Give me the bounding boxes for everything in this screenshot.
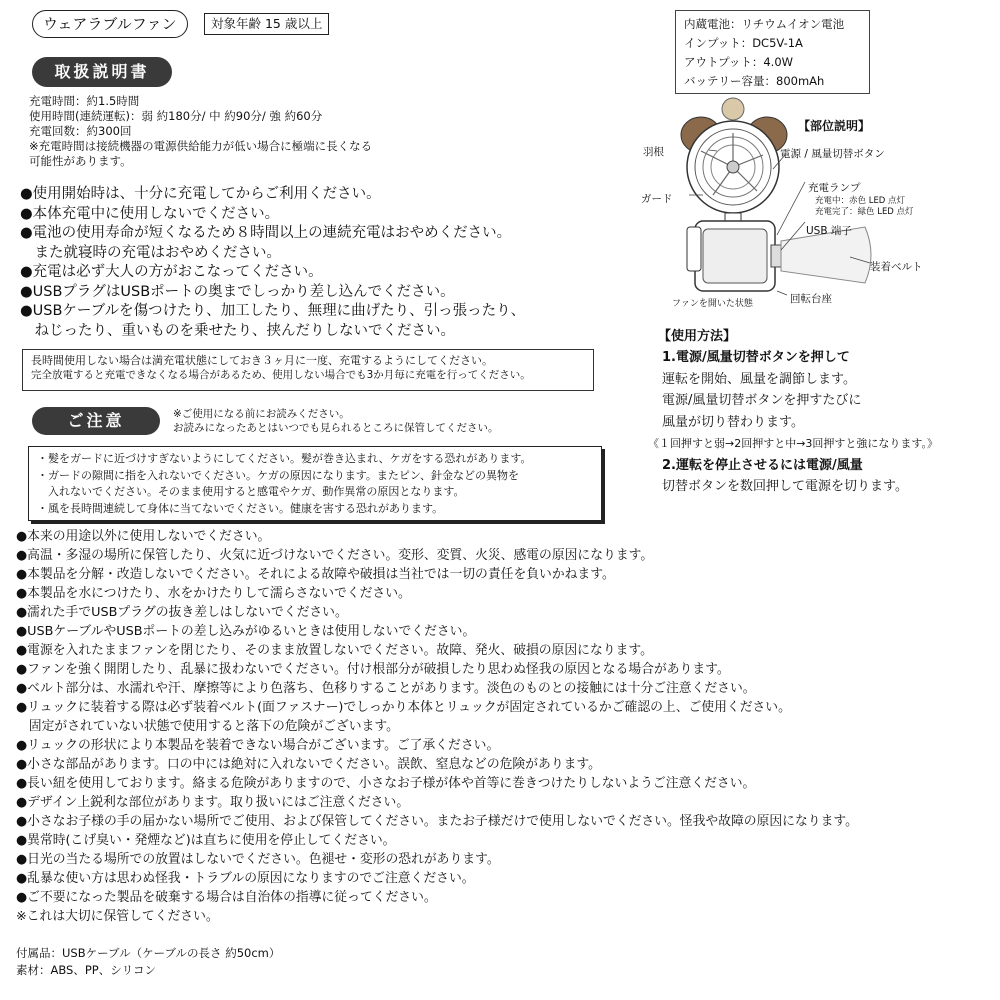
caution-bullet: ●ベルト部分は、水濡れや汗、摩擦等により色落ち、色移りすることがあります。淡色のものとの接触には十分ご注意ください。: [16, 681, 756, 696]
label-base: 回転台座: [790, 293, 832, 305]
caution-bullet: ●リュックの形状により本製品を装着できない場合がございます。ご了承ください。: [16, 738, 500, 753]
manual-info: [29, 94, 372, 169]
spec-box: [675, 10, 870, 94]
label-guard: ガード: [641, 193, 673, 205]
usage-time: 使用時間(連続運転)：弱 約180分/ 中 約90分/ 強 約60分: [29, 109, 323, 123]
product-title: ウェアラブルファン: [32, 10, 188, 38]
manual-bullet: ●使用開始時は、十分に充電してからご利用ください。: [20, 186, 381, 202]
manual-bullet: ねじったり、重いものを乗せたり、挟んだりしないでください。: [20, 322, 455, 339]
parts-heading: 【部位説明】: [798, 119, 871, 133]
manual-bullet: ●USBケーブルを傷つけたり、加工したり、無理に曲げたり、引っ張ったり、: [20, 303, 526, 319]
manual-bullet: ●本体充電中に使用しないでください。: [20, 205, 280, 222]
subnote-line: お読みになったあとはいつでも見られるところに保管してください。: [173, 422, 499, 434]
caution-bullet: ●濡れた手でUSBプラグの抜き差しはしないでください。: [16, 605, 348, 620]
usage-heading: 【使用方法】: [658, 329, 737, 344]
warning-line: 入れないでください。そのまま使用すると感電やケガ、動作異常の原因となります。: [37, 485, 465, 498]
warning-line: ・ガードの隙間に指を入れないでください。ケガの原因になります。またピン、針金などの異物を: [37, 468, 520, 482]
caution-bullet: ●本来の用途以外に使用しないでください。: [16, 529, 271, 544]
caution-bullet: ●本製品を分解・改造しないでください。それによる故障や破損は当社では一切の責任を負いかねます。: [16, 567, 615, 582]
label-power-button: 電源 / 風量切替ボタン: [780, 148, 885, 160]
caution-bullet: 固定がされていない状態で使用すると落下の危険がございます。: [16, 719, 399, 734]
fan-head: [687, 121, 779, 213]
usage-step: 1.電源/風量切替ボタンを押して: [662, 350, 850, 365]
caution-bullet: ●高温・多湿の場所に保管したり、火気に近づけないでください。変形、変質、火災、感電の原因になります。: [16, 548, 654, 563]
spec-output: アウトプット：4.0W: [684, 55, 794, 69]
caution-bullet: ●乱暴な使い方は思わぬ怪我・トラブルの原因になりますのでご注意ください。: [16, 871, 475, 886]
caution-subnote: [173, 407, 499, 435]
usage-step: 切替ボタンを数回押して電源を切ります。: [662, 479, 908, 494]
spec-input: インプット：DC5V-1A: [684, 36, 803, 50]
caution-bullet: ●USBケーブルやUSBポートの差し込みがゆるいときは使用しないでください。: [16, 624, 476, 639]
keep-notice: ※これは大切に保管してください。: [16, 909, 219, 924]
warning-line: ・風を長時間連続して身体に当てないでください。健康を害する恐れがあります。: [37, 501, 444, 515]
label-lamp-done: 充電完了：緑色 LED 点灯: [815, 207, 914, 217]
label-usb-port: USB 端子: [806, 225, 852, 237]
caution-bullet: ●デザイン上鋭利な部位があります。取り扱いにはご注意ください。: [16, 795, 410, 810]
caution-heading: ご注意: [32, 407, 160, 435]
caution-bullet: ●リュックに装着する際は必ず装着ベルト(面ファスナー)でしっかり本体とリュックが固定されているかご確認の上、ご使用ください。: [16, 700, 791, 715]
note-line: 長時間使用しない場合は満充電状態にしておき３ヶ月に一度、充電するようにしてください。: [31, 354, 493, 367]
usage-step: 風量が切り替わります。: [662, 414, 804, 430]
accessory-cable: 付属品：USBケーブル（ケーブルの長さ 約50cm）: [16, 946, 281, 960]
fan-base: [687, 221, 781, 291]
charge-time: 充電時間：約1.5時間: [29, 94, 140, 108]
subnote-line: ※ご使用になる前にお読みください。: [173, 408, 350, 420]
caution-bullet: ●ご不要になった製品を破棄する場合は自治体の指導に従ってください。: [16, 890, 437, 905]
caution-bullet: ●異常時(こげ臭い・発煙など)は直ちに使用を停止してください。: [16, 833, 396, 848]
caution-bullets: [16, 527, 996, 926]
manual-bullet: ●USBプラグはUSBポートの奥までしっかり差し込んでください。: [20, 283, 455, 300]
caution-bullet: ●ファンを強く開閉したり、乱暴に扱わないでください。付け根部分が破損したり思わぬ怪我の原因となる場合があります。: [16, 662, 730, 677]
caution-bullet: ●電源を入れたままファンを閉じたり、そのまま放置しないでください。故障、発火、破損の原因になります。: [16, 643, 653, 658]
manual-bullet: ●充電は必ず大人の方がおこなってください。: [20, 264, 323, 280]
material: 素材：ABS、PP、シリコン: [16, 963, 156, 977]
warning-line: ・髪をガードに近づけすぎないようにしてください。髪が巻き込まれ、ケガをする恐れがあります。: [37, 452, 532, 465]
charge-note-cont: 可能性があります。: [29, 154, 132, 168]
manual-heading: 取扱説明書: [32, 57, 172, 87]
spec-capacity: バッテリー容量：800mAh: [684, 74, 825, 88]
label-open-state: ファンを開いた状態: [672, 299, 753, 309]
caution-bullet: ●小さな部品があります。口の中には絶対に入れないでください。誤飲、窒息などの危険があります。: [16, 757, 601, 772]
age-notice: 対象年齢 15 歳以上: [204, 13, 329, 35]
charge-note-box: [22, 349, 594, 391]
caution-bullet: ●長い紐を使用しております。絡まる危険がありますので、小さなお子様が体や首等に巻きつけたりしないようご注意ください。: [16, 776, 756, 791]
note-line: 完全放電すると充電できなくなる場合があるため、使用しない場合でも3か月毎に充電を行ってください。: [31, 369, 531, 381]
caution-bullet: ●本製品を水につけたり、水をかけたりして濡らさないでください。: [16, 586, 411, 601]
usage-step: 運転を開始、風量を調節します。: [662, 371, 856, 387]
charge-note: ※充電時間は接続機器の電源供給能力が低い場合に極端に長くなる: [29, 139, 373, 153]
spec-battery: 内蔵電池：リチウムイオン電池: [684, 17, 845, 31]
label-charge-lamp: 充電ランプ: [808, 182, 861, 194]
label-lamp-charging: 充電中：赤色 LED 点灯: [815, 196, 906, 206]
label-belt: 装着ベルト: [870, 261, 923, 273]
caution-bullet: ●小さなお子様の手の届かない場所でご使用、および保管してください。またお子様だけで使用しないでください。怪我や故障の原因になります。: [16, 814, 858, 829]
warning-box: [28, 446, 602, 521]
usage-step-note: 《１回押すと弱→2回押すと中→3回押すと強になります。》: [648, 437, 939, 450]
usage-step: 2.運転を停止させるには電源/風量: [662, 457, 863, 473]
usage-step: 電源/風量切替ボタンを押すたびに: [662, 393, 862, 408]
manual-bullets: [20, 185, 525, 341]
manual-bullet: ●電池の使用寿命が短くなるため８時間以上の連続充電はおやめください。: [20, 225, 512, 241]
manual-bullet: また就寝時の充電はおやめください。: [20, 244, 281, 261]
charge-cycles: 充電回数：約300回: [29, 124, 132, 138]
label-blade: 羽根: [643, 146, 664, 158]
usage-instructions: [648, 347, 939, 498]
caution-bullet: ●日光の当たる場所での放置はしないでください。色褪せ・変形の恐れがあります。: [16, 852, 500, 867]
